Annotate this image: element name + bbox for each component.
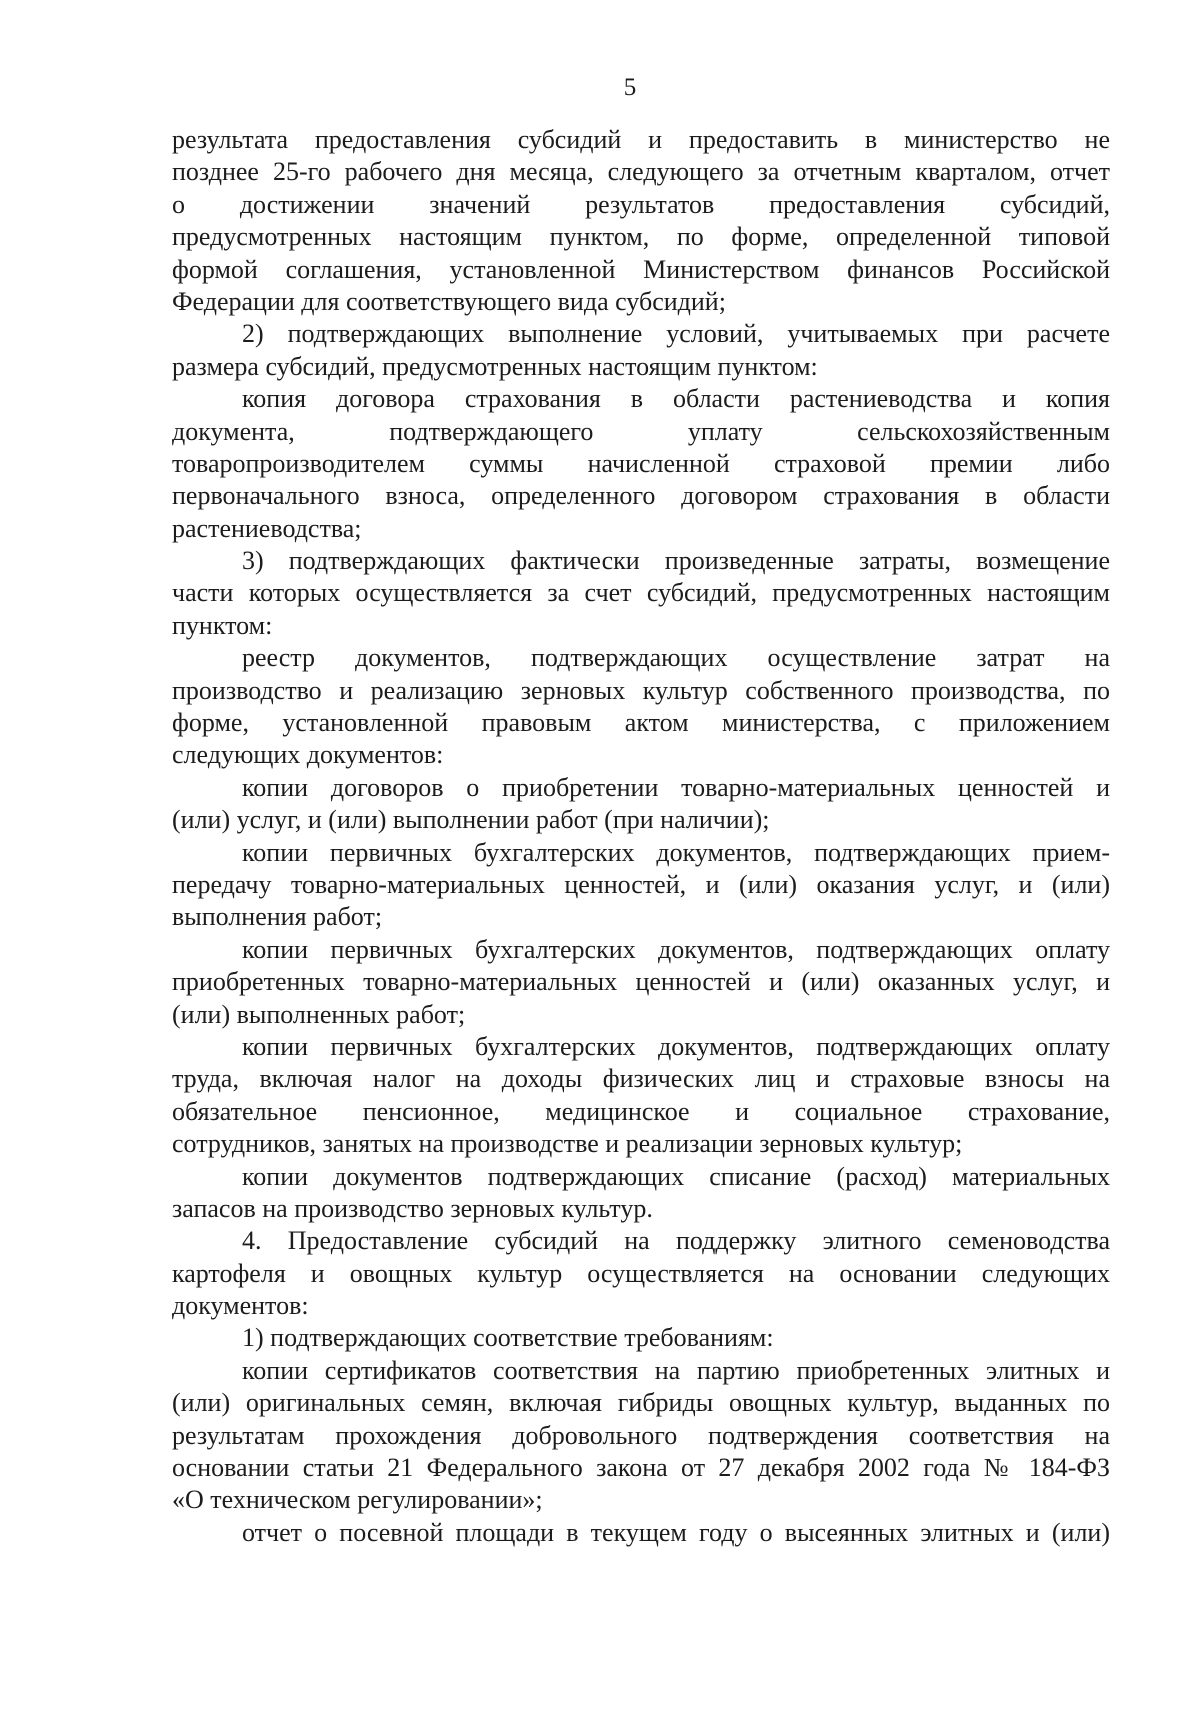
text-line: 4. Предоставление субсидий на поддержку элитного семеноводства (242, 1226, 1110, 1256)
text-line: передачу товарно-материальных ценностей, и (или) оказания услуг, и (или) (172, 869, 1110, 899)
text-line: результатам прохождения добровольного подтверждения соответствия на (172, 1420, 1110, 1450)
text-line: сотрудников, занятых на производстве и реализации зерновых культур; (172, 1129, 963, 1159)
text-line: «О техническом регулировании»; (172, 1485, 543, 1515)
text-line: документа, подтверждающего уплату сельскохозяйственным (172, 416, 1110, 446)
text-line: (или) выполненных работ; (172, 999, 466, 1029)
text-line: 1) подтверждающих соответствие требованиям: (242, 1323, 774, 1353)
text-line: результата предоставления субсидий и предоставить в министерство не (172, 125, 1110, 154)
text-line: части которых осуществляется за счет субсидий, предусмотренных настоящим (172, 578, 1110, 608)
text-line: копии документов подтверждающих списание (расход) материальных (242, 1161, 1110, 1191)
text-line: документов: (172, 1291, 309, 1321)
text-line: выполнения работ; (172, 902, 383, 932)
text-line: производство и реализацию зерновых культур собственного производства, по (172, 675, 1110, 705)
text-line: (или) оригинальных семян, включая гибриды овощных культур, выданных по (172, 1388, 1110, 1418)
text-line: копии сертификатов соответствия на партию приобретенных элитных и (242, 1355, 1110, 1385)
text-line: обязательное пенсионное, медицинское и социальное страхование, (172, 1096, 1110, 1126)
text-line: товаропроизводителем суммы начисленной страховой премии либо (172, 448, 1110, 478)
text-line: форме, установленной правовым актом министерства, с приложением (172, 708, 1110, 738)
text-line: следующих документов: (172, 740, 444, 770)
page-number: 5 (623, 74, 637, 101)
text-line: копия договора страхования в области растениеводства и копия (242, 384, 1110, 414)
text-line: формой соглашения, установленной Министерством финансов Российской (172, 254, 1110, 284)
text-line: позднее 25-го рабочего дня месяца, следующего за отчетным кварталом, отчет (172, 157, 1110, 187)
document-body (172, 124, 1110, 1549)
text-line: копии первичных бухгалтерских документов, подтверждающих прием- (242, 837, 1110, 867)
text-line: предусмотренных настоящим пунктом, по форме, определенной типовой (172, 222, 1110, 252)
text-line: копии договоров о приобретении товарно-материальных ценностей и (242, 772, 1110, 802)
text-line: 3) подтверждающих фактически произведенные затраты, возмещение (242, 546, 1110, 576)
text-line: размера субсидий, предусмотренных настоящим пунктом: (172, 351, 818, 381)
text-line: 2) подтверждающих выполнение условий, учитываемых при расчете (242, 319, 1110, 349)
text-line: труда, включая налог на доходы физических лиц и страховые взносы на (172, 1064, 1110, 1094)
text-line: приобретенных товарно-материальных ценностей и (или) оказанных услуг, и (172, 967, 1110, 997)
text-line: пунктом: (172, 610, 273, 640)
text-line: Федерации для соответствующего вида субсидий; (172, 286, 726, 316)
text-line: отчет о посевной площади в текущем году о высеянных элитных и (или) (242, 1517, 1110, 1547)
text-line: копии первичных бухгалтерских документов, подтверждающих оплату (242, 934, 1110, 964)
text-line: растениеводства; (172, 513, 362, 543)
text-line: копии первичных бухгалтерских документов, подтверждающих оплату (242, 1031, 1110, 1061)
text-line: запасов на производство зерновых культур. (172, 1193, 653, 1223)
text-line: первоначального взноса, определенного договором страхования в области (172, 481, 1110, 511)
text-line: картофеля и овощных культур осуществляется на основании следующих (172, 1258, 1110, 1288)
text-line: о достижении значений результатов предоставления субсидий, (172, 189, 1110, 219)
text-line: основании статьи 21 Федерального закона от 27 декабря 2002 года № 184-ФЗ (172, 1453, 1110, 1483)
text-line: (или) услуг, и (или) выполнении работ (при наличии); (172, 805, 770, 835)
text-line: реестр документов, подтверждающих осуществление затрат на (242, 643, 1110, 673)
